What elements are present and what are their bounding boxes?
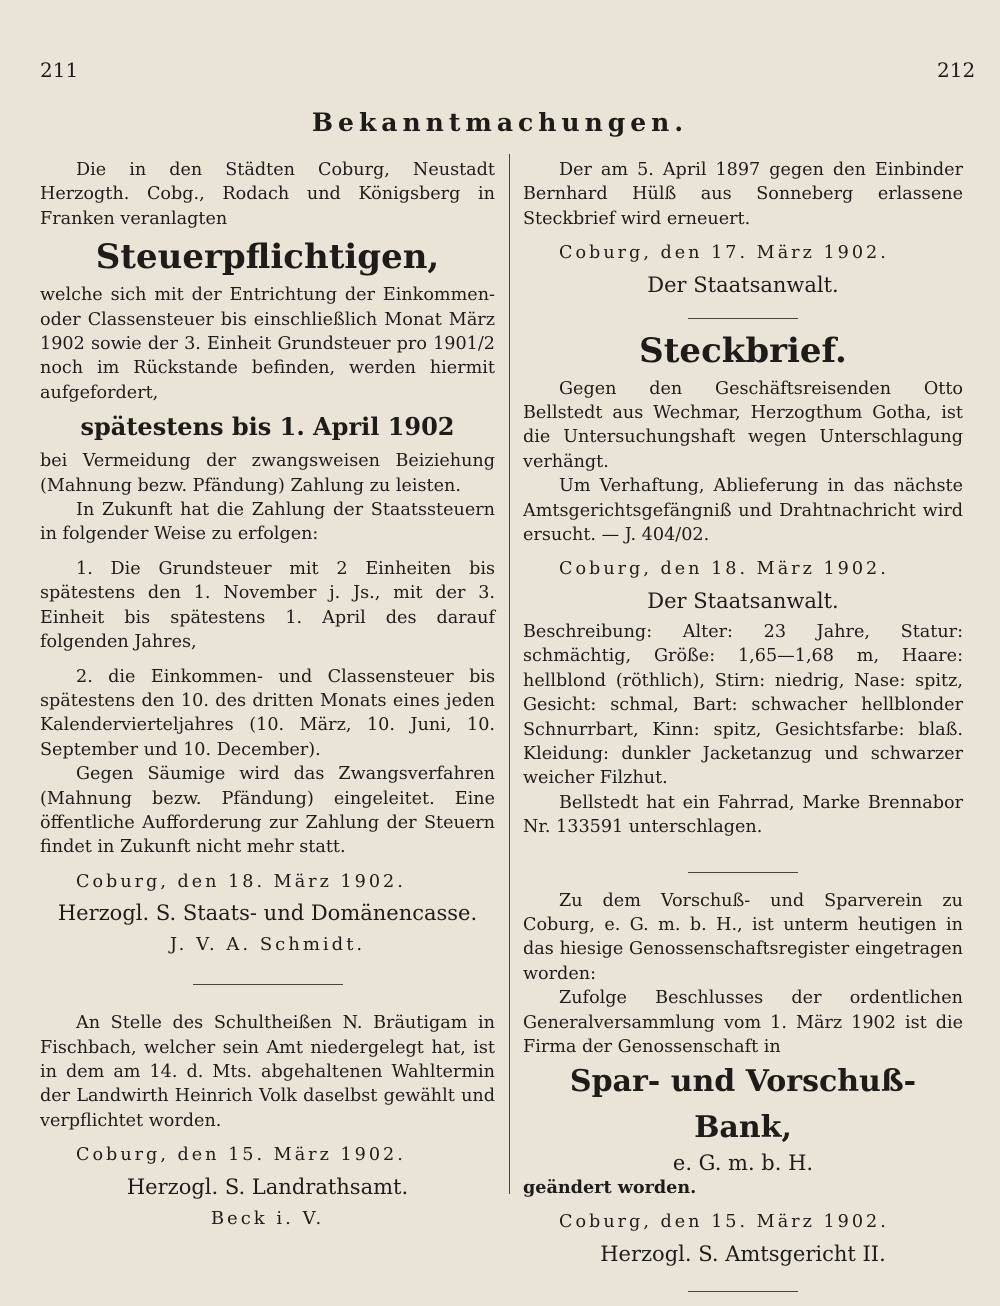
page-heading: Bekanntmachungen. [311,108,689,137]
register-notice [523,889,963,1273]
page-number-left: 211 [40,58,79,82]
tax-notice-signer: J. V. A. Schmidt. [169,934,366,956]
register-notice-changed: geändert worden. [523,1176,697,1198]
register-notice-body: Zu dem Vorschuß- und Sparverein zu Coburg, e. G. m. b. H., ist unterm heutigen in das hiesige Genossenschaftsregister eingetragen worden: [523,890,963,984]
tax-notice-item1: 1. Die Grundsteuer mit 2 Einheiten bis spätestens den 1. November j. Js., mit der 3. Einheit bis spätestens 1. April des darauf folgenden Jahres, [40,558,495,653]
left-column [40,158,495,1232]
right-column [523,158,963,1306]
steckbrief-note: Bellstedt hat ein Fahrrad, Marke Brennabor Nr. 133591 unterschlagen. [523,792,963,838]
register-notice-date: Coburg, den 15. März 1902. [559,1212,889,1233]
register-notice-authority: Herzogl. S. Amtsgericht II. [600,1241,886,1266]
tax-notice-item2: 2. die Einkommen- und Classensteuer bis spätestens den 10. des dritten Monats eines jeden Kalendervierteljahres (10. März, 10. Juni, 10. September und 10. December). [40,666,495,760]
section-rule [688,318,798,319]
section-rule [688,872,798,873]
tax-notice-deadline: spätestens bis 1. April 1902 [80,412,455,442]
steckbrief-description: Beschreibung: Alter: 23 Jahre, Statur: schmächtig, Größe: 1,65—1,68 m, Haare: hellblond (röthlich), Stirn: niedrig, Nase: spitz, Gesicht: schmal, Bart: schwacher hellblonder Schnurrbart, Kinn: spitz, Gesichtsfarbe: blaß. Kleidung: dunkler Jacketanzug und schwarzer weicher Filzhut. [523,621,963,789]
mayor-notice-body: An Stelle des Schultheißen N. Bräutigam in Fischbach, welcher sein Amt niedergelegt hat, ist in dem am 14. d. Mts. abgehaltenen Wahltermin der Landwirth Heinrich Volk daselbst gewählt und verpflichtet worden. [40,1013,495,1131]
renewed-warrant-notice [523,158,963,304]
register-notice-body2: Zufolge Beschlusses der ordentlichen Generalversammlung vom 1. März 1902 ist die Firma der Genossenschaft in [523,988,963,1057]
tax-notice-intro: Die in den Städten Coburg, Neustadt Herzogth. Cobg., Rodach und Königsberg in Franken veranlagten [40,160,495,229]
page-number-right: 212 [937,58,976,82]
steckbrief-authority: Der Staatsanwalt. [647,588,839,613]
tax-notice-body3: In Zukunft hat die Zahlung der Staatssteuern in folgender Weise zu erfolgen: [40,500,495,545]
steckbrief-body2: Um Verhaftung, Ablieferung in das nächste Amtsgerichtsgefängniß und Drahtnachricht wird ersucht. — J. 404/02. [523,476,963,546]
steckbrief-title: Steckbrief. [639,330,847,371]
column-divider [509,154,510,1194]
tax-notice-body2: bei Vermeidung der zwangsweisen Beiziehung (Mahnung bezw. Pfändung) Zahlung zu leisten. [40,451,495,496]
tax-notice-date: Coburg, den 18. März 1902. [76,871,406,892]
section-rule [688,1291,798,1292]
mayor-notice-signer: Beck i. V. [210,1207,325,1229]
tax-notice [40,158,495,958]
mayor-notice-authority: Herzogl. S. Landrathsamt. [126,1174,409,1199]
renewed-warrant-body: Der am 5. April 1897 gegen den Einbinder Bernhard Hülß aus Sonneberg erlassene Steckbrief wird erneuert. [523,160,963,229]
steckbrief-body: Gegen den Geschäftsreisenden Otto Bellstedt aus Wechmar, Herzogthum Gotha, ist die Untersuchungshaft wegen Unterschlagung verhängt. [523,378,963,472]
renewed-warrant-date: Coburg, den 17. März 1902. [559,243,889,264]
steckbrief-notice [523,325,963,840]
tax-notice-body: welche sich mit der Entrichtung der Einkommen- oder Classensteuer bis einschließlich Monat März 1902 sowie der 3. Einheit Grundsteuer pro 1901/2 noch im Rückstande befinden, werden hiermit aufgefordert, [40,285,495,403]
steckbrief-date: Coburg, den 18. März 1902. [559,559,889,580]
tax-notice-authority: Herzogl. S. Staats- und Domänencasse. [57,901,478,926]
section-rule [193,984,343,985]
register-notice-firm-suffix: e. G. m. b. H. [672,1151,814,1176]
tax-notice-title: Steuerpflichtigen, [95,237,440,278]
register-notice-firm: Spar- und Vorschuß-Bank, [569,1064,917,1146]
mayor-notice [40,1011,495,1231]
mayor-notice-date: Coburg, den 15. März 1902. [76,1145,406,1166]
renewed-warrant-authority: Der Staatsanwalt. [647,272,839,297]
tax-notice-body4: Gegen Säumige wird das Zwangsverfahren (Mahnung bezw. Pfändung) eingeleitet. Eine öffentliche Aufforderung zur Zahlung der Steuern findet in Zukunft nicht mehr statt. [40,764,495,858]
